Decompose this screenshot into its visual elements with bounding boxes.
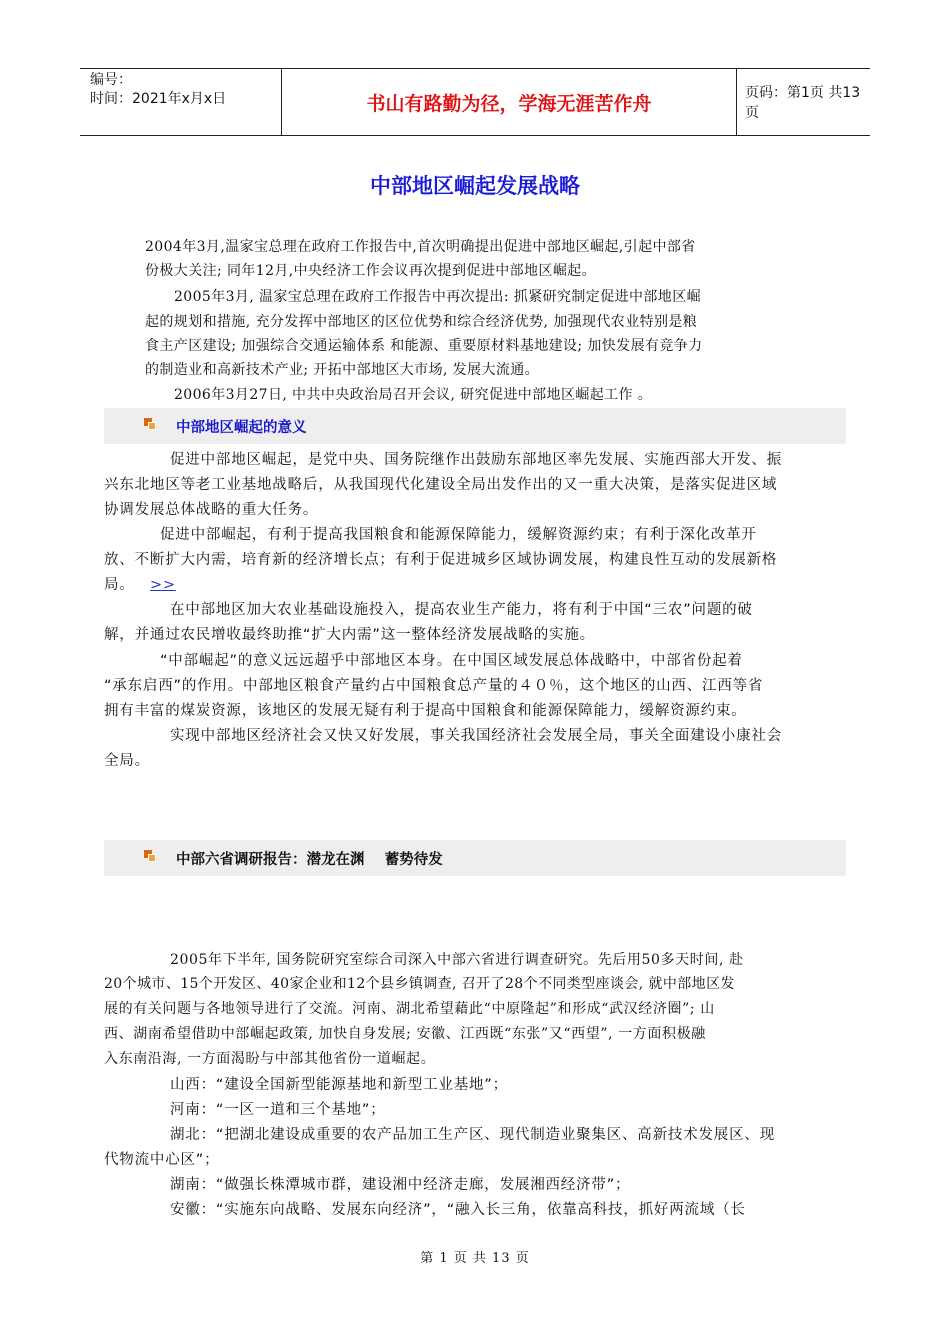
paragraph-line: 解，并通过农民增收最终助推“扩大内需”这一整体经济发展战略的实施。	[104, 627, 595, 643]
paragraph-line: 全局。	[104, 753, 150, 769]
list-item: 山西：“建设全国新型能源基地和新型工业基地”；	[170, 1077, 508, 1093]
list-item: 湖南：“做强长株潭城市群，建设湘中经济走廊，发展湘西经济带”；	[170, 1177, 631, 1193]
more-link[interactable]: >>	[150, 577, 176, 593]
intro-line: 2006年3月27日, 中共中央政治局召开会议, 研究促进中部地区崛起工作 。	[174, 387, 653, 403]
list-item: 安徽：“实施东向战略、发展东向经济”，“融入长三角，依靠高科技，抓好两流域（长	[170, 1202, 746, 1218]
paragraph-line: “承东启西”的作用。中部地区粮食产量约占中国粮食总产量的４０％，这个地区的山西、江西等省	[104, 678, 764, 694]
intro-line: 份极大关注; 同年12月,中央经济工作会议再次提到促进中部地区崛起。	[145, 263, 597, 279]
section-heading-bar	[104, 408, 846, 444]
paragraph-line: 展的有关问题与各地领导进行了交流。河南、湖北希望藉此“中原隆起”和形成“武汉经济圈”; 山	[104, 1001, 715, 1017]
paragraph-line: “中部崛起”的意义远远超乎中部地区本身。在中国区域发展总体战略中，中部省份起着	[160, 653, 743, 669]
paragraph-line: 西、湖南希望借助中部崛起政策, 加快自身发展; 安徽、江西既“东张”又“西望”, 一方面积极融	[104, 1026, 706, 1042]
paragraph-line: 入东南沿海, 一方面渴盼与中部其他省份一道崛起。	[104, 1051, 436, 1067]
paragraph-text: 局。	[104, 577, 135, 593]
paragraph-line: 促进中部崛起，有利于提高我国粮食和能源保障能力，缓解资源约束；有利于深化改革开	[160, 527, 757, 543]
list-item: 湖北：“把湖北建设成重要的农产品加工生产区、现代制造业聚集区、高新技术发展区、现	[170, 1127, 776, 1143]
document-time-label: 时间：2021年x月x日	[90, 91, 227, 107]
list-item: 代物流中心区”；	[104, 1152, 220, 1168]
intro-line: 的制造业和高新技术产业; 开拓中部地区大市场, 发展大流通。	[145, 362, 540, 378]
paragraph-line	[104, 573, 176, 599]
paragraph-line: 促进中部地区崛起，是党中央、国务院继作出鼓励东部地区率先发展、实施西部大开发、振	[170, 452, 782, 468]
intro-line: 2005年3月, 温家宝总理在政府工作报告中再次提出: 抓紧研究制定促进中部地区崛	[174, 289, 702, 305]
paragraph-line: 协调发展总体战略的重大任务。	[104, 502, 319, 518]
header-motto: 书山有路勤为径，学海无涯苦作舟	[282, 69, 737, 135]
section-heading: 中部地区崛起的意义	[176, 420, 307, 436]
intro-line: 食主产区建设; 加强综合交通运输体系 和能源、重要原材料基地建设; 加快发展有竞争力	[145, 338, 703, 354]
paragraph-line: 实现中部地区经济社会又快又好发展，事关我国经济社会发展全局，事关全面建设小康社会	[170, 728, 782, 744]
document-number-label: 编号：	[90, 72, 132, 88]
paragraph-line: 放、不断扩大内需，培育新的经济增长点；有利于促进城乡区域协调发展，构建良性互动的发展新格	[104, 552, 778, 568]
paragraph-line: 20个城市、15个开发区、40家企业和12个县乡镇调查, 召开了28个不同类型座谈会, 就中部地区发	[104, 976, 735, 992]
document-header	[80, 68, 870, 136]
bullet-icon	[144, 850, 156, 862]
bullet-icon	[144, 418, 156, 430]
section-heading: 中部六省调研报告：潜龙在渊 蓄势待发	[176, 852, 443, 868]
header-meta-cell	[80, 69, 282, 135]
header-page-label: 页码：第1页 共13页	[745, 85, 861, 121]
paragraph-line: 拥有丰富的煤炭资源，该地区的发展无疑有利于提高中国粮食和能源保障能力，缓解资源约束。	[104, 703, 747, 719]
paragraph-line: 在中部地区加大农业基础设施投入，提高农业生产能力，将有利于中国“三农”问题的破	[170, 602, 753, 618]
paragraph-line: 2005年下半年, 国务院研究室综合司深入中部六省进行调查研究。先后用50多天时间, 赴	[170, 952, 744, 968]
section-heading-bar	[104, 840, 846, 876]
intro-line: 起的规划和措施, 充分发挥中部地区的区位优势和综合经济优势, 加强现代农业特别是粮	[145, 314, 698, 330]
list-item: 河南：“一区一道和三个基地”；	[170, 1102, 386, 1118]
paragraph-line: 兴东北地区等老工业基地战略后，从我国现代化建设全局出发作出的又一重大决策，是落实促进区域	[104, 477, 778, 493]
page-footer: 第 1 页 共 13 页	[420, 1251, 530, 1266]
document-title: 中部地区崛起发展战略	[370, 174, 580, 198]
intro-line: 2004年3月,温家宝总理在政府工作报告中,首次明确提出促进中部地区崛起,引起中部省	[145, 239, 696, 255]
